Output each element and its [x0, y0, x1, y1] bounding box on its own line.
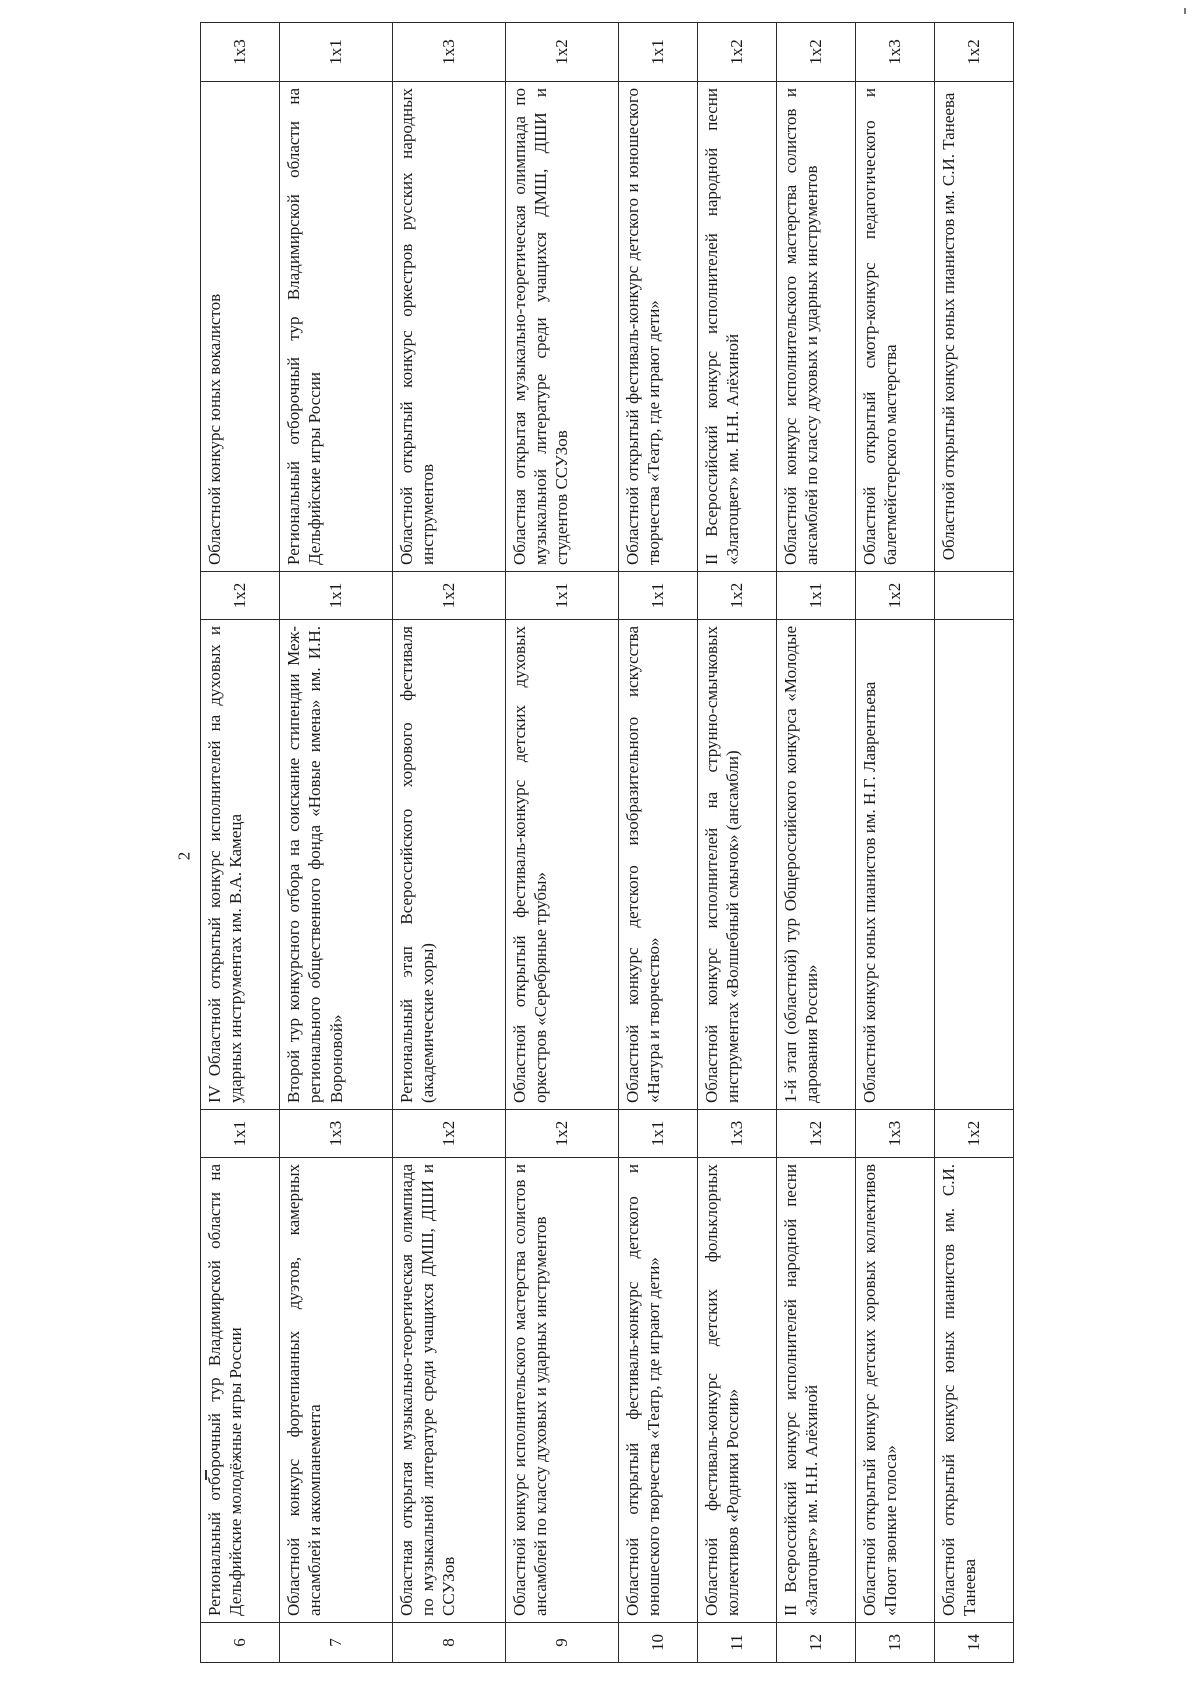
- results-table-body: [201, 23, 1014, 1663]
- event-cell-2: Областной конкурс юных пианистов им. Н.Г. Лаврентьева: [855, 620, 934, 1110]
- event-cell-3: Областной конкурс исполнительского мастерства солистов и ансамблей по классу духовых и ударных инструментов: [776, 82, 855, 572]
- event-cell-3: II Всероссийский конкурс исполнителей народной песни «Златоцвет» им. Н.Н. Алёхиной: [697, 82, 776, 572]
- event-cell-1: Областной открытый конкурс юных пианистов им. С.И. Танеева: [934, 1158, 1013, 1623]
- event-cell-3: Областной открытый конкурс оркестров русских народных инструментов: [392, 82, 505, 572]
- row-number: 9: [505, 1623, 618, 1663]
- row-number: 12: [776, 1623, 855, 1663]
- event-cell-1: Областной открытый фестиваль-конкурс детского и юношеского творчества «Театр, где играют дети»: [618, 1158, 697, 1623]
- table-row: [776, 23, 855, 1663]
- score-cell-1: 1х2: [934, 1110, 1013, 1158]
- row-number: 6: [201, 1623, 280, 1663]
- score-cell-2: 1х2: [201, 572, 280, 620]
- row-number: 11: [697, 1623, 776, 1663]
- event-cell-3: Региональный отборочный тур Владимирской области на Дельфийские игры России: [280, 82, 393, 572]
- event-cell-2: Региональный этап Всероссийского хорового фестиваля (академические хоры): [392, 620, 505, 1110]
- score-cell-3: 1х1: [618, 23, 697, 82]
- table-row: [392, 23, 505, 1663]
- event-cell-3: Областной открытый конкурс юных пианистов им. С.И. Танеева: [934, 82, 1013, 572]
- event-cell-3: Областной конкурс юных вокалистов: [201, 82, 280, 572]
- score-cell-3: 1х1: [280, 23, 393, 82]
- score-cell-3: 1х3: [201, 23, 280, 82]
- event-cell-2: Областной конкурс исполнителей на струнно-смычковых инструментах «Волшебный смычок» (ансамбли): [697, 620, 776, 1110]
- score-cell-2: 1х1: [505, 572, 618, 620]
- event-cell-2: Областной открытый фестиваль-конкурс детских духовых оркестров «Серебряные трубы»: [505, 620, 618, 1110]
- score-cell-3: 1х3: [855, 23, 934, 82]
- table-row: [505, 23, 618, 1663]
- row-number: 14: [934, 1623, 1013, 1663]
- event-cell-2: Областной конкурс детского изобразительного искусства «Натура и творчество»: [618, 620, 697, 1110]
- score-cell-3: 1х2: [776, 23, 855, 82]
- score-cell-3: 1х2: [505, 23, 618, 82]
- score-cell-2: 1х1: [280, 572, 393, 620]
- results-table-container: [200, 23, 1014, 1663]
- score-cell-2: [934, 572, 1013, 620]
- score-cell-1: 1х3: [280, 1110, 393, 1158]
- score-cell-2: 1х2: [855, 572, 934, 620]
- event-cell-1: Региональный отборочный тур Владимирской области на Дельфийские молодёжные игры России: [201, 1158, 280, 1623]
- event-cell-1: II Всероссийский конкурс исполнителей народной песни «Златоцвет» им. Н.Н. Алёхиной: [776, 1158, 855, 1623]
- score-cell-1: 1х3: [855, 1110, 934, 1158]
- score-cell-3: 1х2: [697, 23, 776, 82]
- score-cell-3: 1х2: [934, 23, 1013, 82]
- event-cell-1: Областной фестиваль-конкурс детских фольклорных коллективов «Родники России»: [697, 1158, 776, 1623]
- score-cell-1: 1х1: [618, 1110, 697, 1158]
- corner-mark: [1184, 8, 1186, 14]
- table-row: [280, 23, 393, 1663]
- score-cell-2: 1х1: [618, 572, 697, 620]
- table-row: [201, 23, 280, 1663]
- table-row: [934, 23, 1013, 1663]
- table-row: [855, 23, 934, 1663]
- table-row: [618, 23, 697, 1663]
- page-number: 2: [174, 851, 194, 861]
- event-cell-2: 1-й этап (областной) тур Общероссийского конкурса «Молодые дарования России»: [776, 620, 855, 1110]
- score-cell-1: 1х1: [201, 1110, 280, 1158]
- row-number: 7: [280, 1623, 393, 1663]
- event-cell-1: Областная открытая музыкально-теоретическая олимпиада по музыкальной литературе среди учащихся ДМШ, ДШИ и ССУЗов: [392, 1158, 505, 1623]
- event-cell-3: Областной открытый фестиваль-конкурс детского и юношеского творчества «Театр, где играют дети»: [618, 82, 697, 572]
- row-number: 10: [618, 1623, 697, 1663]
- table-row: [697, 23, 776, 1663]
- event-cell-2: Второй тур конкурсного отбора на соискание стипендии Меж-регионального общественного фонда «Новые имена» им. И.Н. Вороновой»: [280, 620, 393, 1110]
- score-cell-2: 1х1: [776, 572, 855, 620]
- score-cell-1: 1х2: [505, 1110, 618, 1158]
- row-number: 13: [855, 1623, 934, 1663]
- event-cell-1: Областной конкурс фортепианных дуэтов, камерных ансамблей и аккомпанемента: [280, 1158, 393, 1623]
- row-number: 8: [392, 1623, 505, 1663]
- event-cell-3: Областная открытая музыкально-теоретическая олимпиада по музыкальной литературе среди учащихся ДМШ, ДШИ и студентов ССУЗов: [505, 82, 618, 572]
- results-table: [200, 22, 1014, 1663]
- score-cell-1: 1х2: [776, 1110, 855, 1158]
- event-cell-3: Областной открытый смотр-конкурс педагогического и балетмейстерского мастерства: [855, 82, 934, 572]
- score-cell-2: 1х2: [392, 572, 505, 620]
- score-cell-1: 1х2: [392, 1110, 505, 1158]
- event-cell-2: IV Областной открытый конкурс исполнителей на духовых и ударных инструментах им. В.А. Камеца: [201, 620, 280, 1110]
- score-cell-2: 1х2: [697, 572, 776, 620]
- event-cell-2: [934, 620, 1013, 1110]
- event-cell-1: Областной открытый конкурс детских хоровых коллективов «Поют звонкие голоса»: [855, 1158, 934, 1623]
- score-cell-1: 1х3: [697, 1110, 776, 1158]
- score-cell-3: 1х3: [392, 23, 505, 82]
- event-cell-1: Областной конкурс исполнительского мастерства солистов и ансамблей по классу духовых и ударных инструментов: [505, 1158, 618, 1623]
